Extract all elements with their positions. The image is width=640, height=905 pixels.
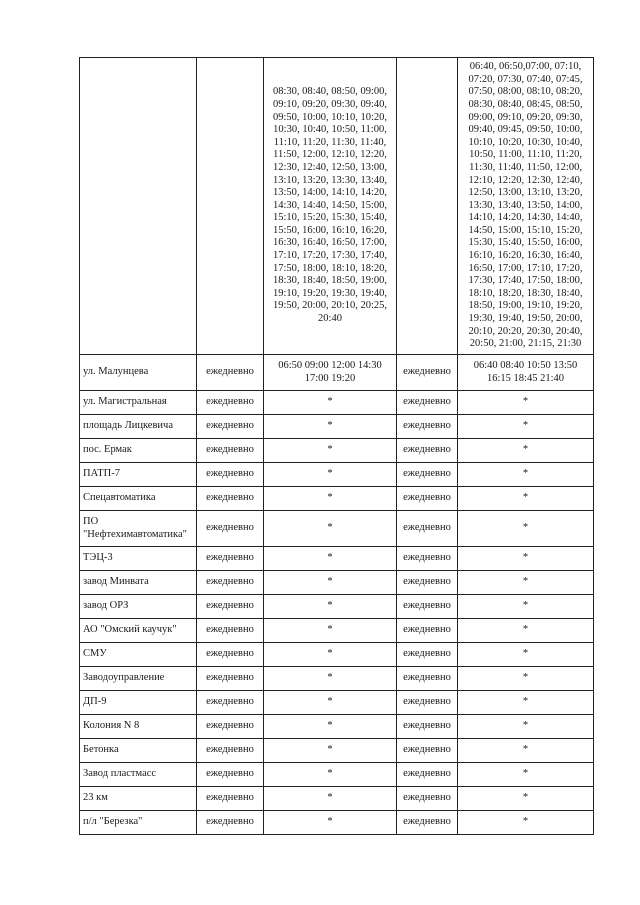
table-row bbox=[80, 463, 594, 487]
forward-mark-cell: * bbox=[264, 715, 397, 739]
frequency-cell: ежедневно bbox=[197, 715, 264, 739]
frequency-cell: ежедневно bbox=[397, 691, 458, 715]
forward-mark-cell: * bbox=[264, 415, 397, 439]
frequency-cell: ежедневно bbox=[197, 691, 264, 715]
frequency-cell: ежедневно bbox=[397, 439, 458, 463]
stop-name-cell: АО "Омский каучук" bbox=[80, 619, 197, 643]
backward-mark-cell: * bbox=[458, 619, 594, 643]
table-row bbox=[80, 691, 594, 715]
frequency-cell: ежедневно bbox=[197, 787, 264, 811]
stop-name-cell: Бетонка bbox=[80, 739, 197, 763]
frequency-cell: ежедневно bbox=[197, 439, 264, 463]
table-row bbox=[80, 787, 594, 811]
stop-name-cell: Заводоуправление bbox=[80, 667, 197, 691]
table-row bbox=[80, 667, 594, 691]
backward-mark-cell: * bbox=[458, 595, 594, 619]
backward-mark-cell: * bbox=[458, 811, 594, 835]
table-row bbox=[80, 739, 594, 763]
frequency-cell: ежедневно bbox=[197, 511, 264, 547]
frequency-cell: ежедневно bbox=[397, 643, 458, 667]
forward-mark-cell: * bbox=[264, 763, 397, 787]
frequency-cell: ежедневно bbox=[397, 571, 458, 595]
frequency-cell: ежедневно bbox=[397, 415, 458, 439]
stop-name-cell: завод ОРЗ bbox=[80, 595, 197, 619]
forward-mark-cell: * bbox=[264, 595, 397, 619]
table-row bbox=[80, 811, 594, 835]
stop-name-cell: ДП-9 bbox=[80, 691, 197, 715]
table-row bbox=[80, 511, 594, 547]
backward-mark-cell: * bbox=[458, 763, 594, 787]
frequency-cell: ежедневно bbox=[197, 571, 264, 595]
frequency-cell: ежедневно bbox=[397, 595, 458, 619]
stop-name-cell: п/л "Березка" bbox=[80, 811, 197, 835]
forward-times-cell: 08:30, 08:40, 08:50, 09:00, 09:10, 09:20, 09:30, 09:40, 09:50, 10:00, 10:10, 10:20, 10:30, 10:40, 10:50, 11:00, 11:10, 11:20, 11:30, 11:40, 11:50, 12:00, 12:10, 12:20, 12:30, 12:40, 12:50, 13:00, 13:10, 13:20, 13:30, 13:40, 13:50, 14:00, 14:10, 14:20, 14:30, 14:40, 14:50, 15:00, 15:10, 15:20, 15:30, 15:40, 15:50, 16:00, 16:10, 16:20, 16:30, 16:40, 16:50, 17:00, 17:10, 17:20, 17:30, 17:40, 17:50, 18:00, 18:10, 18:20, 18:30, 18:40, 18:50, 19:00, 19:10, 19:20, 19:30, 19:40, 19:50, 20:00, 20:10, 20:25, 20:40 bbox=[264, 58, 397, 355]
forward-mark-cell: * bbox=[264, 511, 397, 547]
frequency-cell: ежедневно bbox=[397, 619, 458, 643]
backward-mark-cell: * bbox=[458, 487, 594, 511]
frequency-cell: ежедневно bbox=[397, 487, 458, 511]
frequency-cell: ежедневно bbox=[397, 511, 458, 547]
frequency-cell: ежедневно bbox=[197, 487, 264, 511]
frequency-cell: ежедневно bbox=[397, 547, 458, 571]
stop-name-cell: ТЭЦ-3 bbox=[80, 547, 197, 571]
table-row bbox=[80, 715, 594, 739]
frequency-cell: ежедневно bbox=[197, 415, 264, 439]
stop-name-cell: 23 км bbox=[80, 787, 197, 811]
table-row bbox=[80, 58, 594, 355]
frequency-cell: ежедневно bbox=[197, 355, 264, 391]
frequency-cell: ежедневно bbox=[397, 739, 458, 763]
stop-name-cell: Спецавтоматика bbox=[80, 487, 197, 511]
frequency-cell: ежедневно bbox=[197, 391, 264, 415]
frequency-cell: ежедневно bbox=[197, 739, 264, 763]
table-row bbox=[80, 391, 594, 415]
frequency-cell: ежедневно bbox=[197, 463, 264, 487]
frequency-cell: ежедневно bbox=[397, 391, 458, 415]
backward-mark-cell: * bbox=[458, 643, 594, 667]
forward-times-cell: 06:50 09:00 12:00 14:30 17:00 19:20 bbox=[264, 355, 397, 391]
stop-name-cell bbox=[80, 58, 197, 355]
forward-mark-cell: * bbox=[264, 391, 397, 415]
table-row bbox=[80, 595, 594, 619]
forward-mark-cell: * bbox=[264, 739, 397, 763]
backward-mark-cell: * bbox=[458, 511, 594, 547]
stop-name-cell: пос. Ермак bbox=[80, 439, 197, 463]
frequency-cell: ежедневно bbox=[397, 355, 458, 391]
table-row bbox=[80, 439, 594, 463]
table-row bbox=[80, 571, 594, 595]
forward-mark-cell: * bbox=[264, 547, 397, 571]
forward-mark-cell: * bbox=[264, 787, 397, 811]
backward-mark-cell: * bbox=[458, 439, 594, 463]
stop-name-cell: Завод пластмасс bbox=[80, 763, 197, 787]
backward-mark-cell: * bbox=[458, 787, 594, 811]
frequency-cell: ежедневно bbox=[397, 763, 458, 787]
forward-mark-cell: * bbox=[264, 619, 397, 643]
frequency-cell: ежедневно bbox=[197, 811, 264, 835]
frequency-cell: ежедневно bbox=[397, 667, 458, 691]
backward-mark-cell: * bbox=[458, 571, 594, 595]
forward-mark-cell: * bbox=[264, 439, 397, 463]
frequency-cell: ежедневно bbox=[397, 787, 458, 811]
stop-name-cell: ул. Магистральная bbox=[80, 391, 197, 415]
forward-mark-cell: * bbox=[264, 643, 397, 667]
backward-mark-cell: * bbox=[458, 739, 594, 763]
stop-name-cell: ул. Малунцева bbox=[80, 355, 197, 391]
frequency-cell: ежедневно bbox=[397, 715, 458, 739]
backward-mark-cell: * bbox=[458, 463, 594, 487]
backward-mark-cell: * bbox=[458, 667, 594, 691]
forward-mark-cell: * bbox=[264, 691, 397, 715]
table-row bbox=[80, 547, 594, 571]
forward-mark-cell: * bbox=[264, 571, 397, 595]
backward-mark-cell: * bbox=[458, 547, 594, 571]
stop-name-cell: СМУ bbox=[80, 643, 197, 667]
stop-name-cell: завод Минвата bbox=[80, 571, 197, 595]
stop-name-cell: ПО "Нефтехимавтоматика" bbox=[80, 511, 197, 547]
backward-mark-cell: * bbox=[458, 691, 594, 715]
forward-mark-cell: * bbox=[264, 463, 397, 487]
schedule-body bbox=[80, 58, 594, 835]
frequency-cell: ежедневно bbox=[197, 619, 264, 643]
table-row bbox=[80, 355, 594, 391]
frequency-cell bbox=[397, 58, 458, 355]
backward-mark-cell: * bbox=[458, 415, 594, 439]
forward-mark-cell: * bbox=[264, 487, 397, 511]
stop-name-cell: площадь Лицкевича bbox=[80, 415, 197, 439]
table-row bbox=[80, 763, 594, 787]
frequency-cell: ежедневно bbox=[397, 463, 458, 487]
frequency-cell bbox=[197, 58, 264, 355]
table-row bbox=[80, 415, 594, 439]
frequency-cell: ежедневно bbox=[197, 763, 264, 787]
frequency-cell: ежедневно bbox=[397, 811, 458, 835]
backward-times-cell: 06:40, 06:50,07:00, 07:10, 07:20, 07:30, 07:40, 07:45, 07:50, 08:00, 08:10, 08:20, 08:30, 08:40, 08:45, 08:50, 09:00, 09:10, 09:20, 09:30, 09:40, 09:45, 09:50, 10:00, 10:10, 10:20, 10:30, 10:40, 10:50, 11:00, 11:10, 11:20, 11:30, 11:40, 11:50, 12:00, 12:10, 12:20, 12:30, 12:40, 12:50, 13:00, 13:10, 13:20, 13:30, 13:40, 13:50, 14:00, 14:10, 14:20, 14:30, 14:40, 14:50, 15:00, 15:10, 15:20, 15:30, 15:40, 15:50, 16:00, 16:10, 16:20, 16:30, 16:40, 16:50, 17:00, 17:10, 17:20, 17:30, 17:40, 17:50, 18:00, 18:10, 18:20, 18:30, 18:40, 18:50, 19:00, 19:10, 19:20, 19:30, 19:40, 19:50, 20:00, 20:10, 20:20, 20:30, 20:40, 20:50, 21:00, 21:15, 21:30 bbox=[458, 58, 594, 355]
frequency-cell: ежедневно bbox=[197, 547, 264, 571]
backward-mark-cell: * bbox=[458, 715, 594, 739]
schedule-table bbox=[79, 57, 594, 835]
table-row bbox=[80, 487, 594, 511]
frequency-cell: ежедневно bbox=[197, 643, 264, 667]
table-row bbox=[80, 619, 594, 643]
frequency-cell: ежедневно bbox=[197, 667, 264, 691]
forward-mark-cell: * bbox=[264, 811, 397, 835]
backward-mark-cell: * bbox=[458, 391, 594, 415]
stop-name-cell: ПАТП-7 bbox=[80, 463, 197, 487]
frequency-cell: ежедневно bbox=[197, 595, 264, 619]
stop-name-cell: Колония N 8 bbox=[80, 715, 197, 739]
forward-mark-cell: * bbox=[264, 667, 397, 691]
table-row bbox=[80, 643, 594, 667]
backward-times-cell: 06:40 08:40 10:50 13:50 16:15 18:45 21:40 bbox=[458, 355, 594, 391]
